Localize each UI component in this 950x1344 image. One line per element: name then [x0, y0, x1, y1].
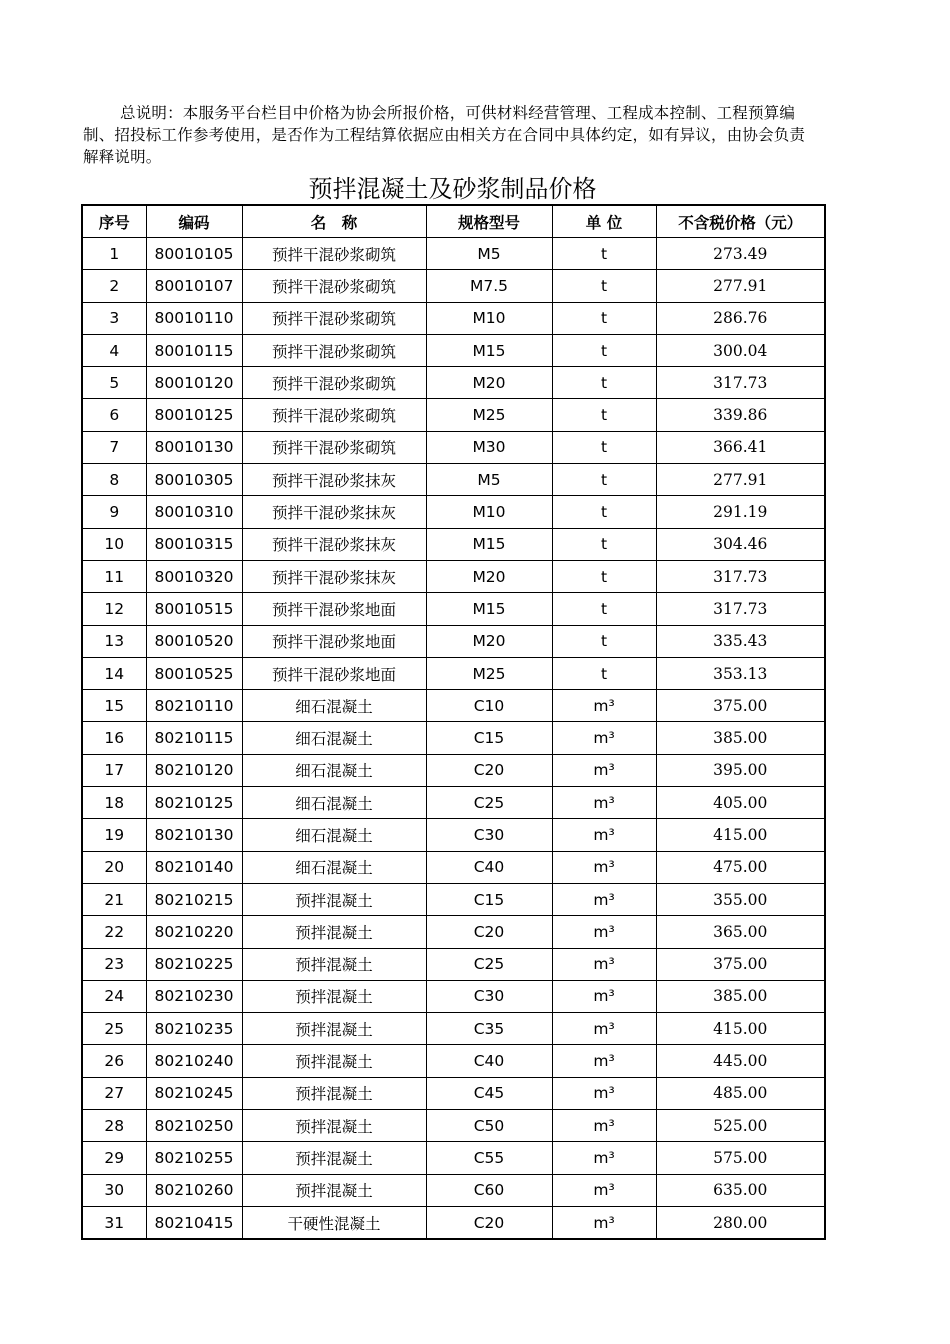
column-header-name: 名 称 — [242, 205, 426, 238]
table-body — [82, 238, 825, 1240]
row-unit: m³ — [552, 690, 656, 722]
row-name: 细石混凝土 — [242, 819, 426, 851]
header-row — [82, 205, 825, 238]
row-code: 80010320 — [146, 560, 242, 592]
row-index: 15 — [82, 690, 146, 722]
table-row — [82, 980, 825, 1012]
row-index: 14 — [82, 657, 146, 689]
row-code: 80010125 — [146, 399, 242, 431]
row-index: 2 — [82, 270, 146, 302]
row-code: 80210120 — [146, 754, 242, 786]
row-spec: C35 — [426, 1013, 552, 1045]
row-price: 353.13 — [656, 657, 825, 689]
row-unit: t — [552, 560, 656, 592]
row-code: 80210140 — [146, 851, 242, 883]
row-name: 预拌干混砂浆抹灰 — [242, 464, 426, 496]
row-index: 29 — [82, 1142, 146, 1174]
row-spec: C20 — [426, 1206, 552, 1239]
row-spec: M20 — [426, 560, 552, 592]
row-name: 预拌干混砂浆抹灰 — [242, 528, 426, 560]
table-row — [82, 1142, 825, 1174]
row-spec: C30 — [426, 980, 552, 1012]
row-unit: m³ — [552, 1110, 656, 1142]
row-unit: m³ — [552, 819, 656, 851]
table-row — [82, 1206, 825, 1239]
row-index: 27 — [82, 1077, 146, 1109]
row-price: 304.46 — [656, 528, 825, 560]
row-spec: M10 — [426, 496, 552, 528]
table-row — [82, 819, 825, 851]
row-price: 395.00 — [656, 754, 825, 786]
row-unit: m³ — [552, 1077, 656, 1109]
column-header-spec: 规格型号 — [426, 205, 552, 238]
row-unit: t — [552, 399, 656, 431]
row-code: 80210225 — [146, 948, 242, 980]
row-name: 预拌干混砂浆抹灰 — [242, 560, 426, 592]
table-row — [82, 787, 825, 819]
table-row — [82, 851, 825, 883]
row-name: 预拌干混砂浆地面 — [242, 593, 426, 625]
row-spec: M20 — [426, 625, 552, 657]
row-unit: t — [552, 657, 656, 689]
row-spec: C25 — [426, 948, 552, 980]
row-spec: C30 — [426, 819, 552, 851]
row-price: 317.73 — [656, 593, 825, 625]
row-price: 277.91 — [656, 464, 825, 496]
row-code: 80010110 — [146, 302, 242, 334]
row-name: 预拌干混砂浆砌筑 — [242, 302, 426, 334]
row-spec: M25 — [426, 657, 552, 689]
row-spec: C10 — [426, 690, 552, 722]
row-name: 预拌干混砂浆砌筑 — [242, 238, 426, 270]
row-price: 317.73 — [656, 560, 825, 592]
row-unit: m³ — [552, 1206, 656, 1239]
row-price: 575.00 — [656, 1142, 825, 1174]
row-index: 9 — [82, 496, 146, 528]
row-index: 6 — [82, 399, 146, 431]
row-name: 预拌干混砂浆砌筑 — [242, 270, 426, 302]
row-unit: m³ — [552, 1013, 656, 1045]
row-code: 80210235 — [146, 1013, 242, 1045]
row-unit: m³ — [552, 1142, 656, 1174]
row-price: 317.73 — [656, 367, 825, 399]
row-price: 375.00 — [656, 948, 825, 980]
row-unit: t — [552, 625, 656, 657]
row-spec: M15 — [426, 528, 552, 560]
table-row — [82, 690, 825, 722]
row-price: 405.00 — [656, 787, 825, 819]
row-name: 预拌混凝土 — [242, 1174, 426, 1206]
row-spec: C60 — [426, 1174, 552, 1206]
row-name: 预拌混凝土 — [242, 916, 426, 948]
table-row — [82, 625, 825, 657]
row-index: 10 — [82, 528, 146, 560]
row-name: 细石混凝土 — [242, 787, 426, 819]
table-row — [82, 431, 825, 463]
row-spec: C40 — [426, 1045, 552, 1077]
table-row — [82, 657, 825, 689]
row-price: 415.00 — [656, 819, 825, 851]
row-price: 525.00 — [656, 1110, 825, 1142]
column-header-index: 序号 — [82, 205, 146, 238]
row-spec: C25 — [426, 787, 552, 819]
general-note: 总说明：本服务平台栏目中价格为协会所报价格，可供材料经营管理、工程成本控制、工程预算编制、招投标工作参考使用，是否作为工程结算依据应由相关方在合同中具体约定，如有异议，由协会负责解释说明。 — [83, 103, 806, 166]
row-price: 277.91 — [656, 270, 825, 302]
row-price: 415.00 — [656, 1013, 825, 1045]
row-spec: C20 — [426, 754, 552, 786]
row-index: 12 — [82, 593, 146, 625]
row-price: 485.00 — [656, 1077, 825, 1109]
table-row — [82, 1077, 825, 1109]
row-unit: t — [552, 367, 656, 399]
row-index: 30 — [82, 1174, 146, 1206]
row-unit: m³ — [552, 1174, 656, 1206]
row-index: 3 — [82, 302, 146, 334]
row-code: 80210220 — [146, 916, 242, 948]
table-row — [82, 367, 825, 399]
row-code: 80210230 — [146, 980, 242, 1012]
table-row — [82, 722, 825, 754]
row-code: 80210415 — [146, 1206, 242, 1239]
row-name: 细石混凝土 — [242, 754, 426, 786]
row-name: 预拌干混砂浆砌筑 — [242, 334, 426, 366]
row-spec: M25 — [426, 399, 552, 431]
row-index: 18 — [82, 787, 146, 819]
row-spec: M30 — [426, 431, 552, 463]
row-index: 24 — [82, 980, 146, 1012]
row-price: 365.00 — [656, 916, 825, 948]
row-price: 273.49 — [656, 238, 825, 270]
row-unit: m³ — [552, 916, 656, 948]
row-spec: C20 — [426, 916, 552, 948]
row-code: 80010305 — [146, 464, 242, 496]
row-price: 339.86 — [656, 399, 825, 431]
row-name: 干硬性混凝土 — [242, 1206, 426, 1239]
row-name: 细石混凝土 — [242, 722, 426, 754]
row-code: 80210215 — [146, 883, 242, 915]
table-row — [82, 593, 825, 625]
row-price: 445.00 — [656, 1045, 825, 1077]
row-index: 4 — [82, 334, 146, 366]
row-unit: m³ — [552, 1045, 656, 1077]
row-index: 7 — [82, 431, 146, 463]
row-index: 28 — [82, 1110, 146, 1142]
row-index: 23 — [82, 948, 146, 980]
row-price: 280.00 — [656, 1206, 825, 1239]
row-name: 预拌混凝土 — [242, 1013, 426, 1045]
row-code: 80210130 — [146, 819, 242, 851]
row-price: 385.00 — [656, 980, 825, 1012]
row-code: 80210255 — [146, 1142, 242, 1174]
row-index: 21 — [82, 883, 146, 915]
row-index: 20 — [82, 851, 146, 883]
row-spec: M15 — [426, 593, 552, 625]
table-row — [82, 948, 825, 980]
row-index: 5 — [82, 367, 146, 399]
row-price: 300.04 — [656, 334, 825, 366]
row-code: 80010105 — [146, 238, 242, 270]
table-row — [82, 528, 825, 560]
row-code: 80010520 — [146, 625, 242, 657]
row-code: 80210245 — [146, 1077, 242, 1109]
row-name: 预拌混凝土 — [242, 1045, 426, 1077]
row-price: 475.00 — [656, 851, 825, 883]
table-row — [82, 334, 825, 366]
row-code: 80010120 — [146, 367, 242, 399]
row-spec: C15 — [426, 722, 552, 754]
row-unit: m³ — [552, 787, 656, 819]
row-price: 375.00 — [656, 690, 825, 722]
row-spec: M15 — [426, 334, 552, 366]
row-name: 预拌干混砂浆地面 — [242, 657, 426, 689]
row-code: 80210260 — [146, 1174, 242, 1206]
table-row — [82, 496, 825, 528]
row-code: 80010525 — [146, 657, 242, 689]
row-spec: M5 — [426, 238, 552, 270]
row-spec: M7.5 — [426, 270, 552, 302]
row-index: 19 — [82, 819, 146, 851]
row-index: 8 — [82, 464, 146, 496]
row-unit: m³ — [552, 948, 656, 980]
row-unit: t — [552, 334, 656, 366]
row-index: 17 — [82, 754, 146, 786]
table-row — [82, 302, 825, 334]
row-name: 预拌干混砂浆砌筑 — [242, 399, 426, 431]
row-name: 预拌混凝土 — [242, 1077, 426, 1109]
row-unit: t — [552, 528, 656, 560]
row-index: 25 — [82, 1013, 146, 1045]
table-title: 预拌混凝土及砂浆制品价格 — [308, 175, 597, 203]
row-price: 355.00 — [656, 883, 825, 915]
row-name: 预拌干混砂浆地面 — [242, 625, 426, 657]
row-unit: t — [552, 496, 656, 528]
table-row — [82, 1045, 825, 1077]
row-price: 291.19 — [656, 496, 825, 528]
row-unit: m³ — [552, 754, 656, 786]
table-row — [82, 238, 825, 270]
row-code: 80210110 — [146, 690, 242, 722]
row-name: 预拌混凝土 — [242, 1142, 426, 1174]
row-index: 1 — [82, 238, 146, 270]
row-code: 80010107 — [146, 270, 242, 302]
row-index: 16 — [82, 722, 146, 754]
row-index: 26 — [82, 1045, 146, 1077]
table-row — [82, 1174, 825, 1206]
row-price: 335.43 — [656, 625, 825, 657]
column-header-code: 编码 — [146, 205, 242, 238]
table-row — [82, 754, 825, 786]
row-spec: C40 — [426, 851, 552, 883]
row-unit: t — [552, 464, 656, 496]
row-name: 预拌混凝土 — [242, 1110, 426, 1142]
row-code: 80010515 — [146, 593, 242, 625]
row-index: 13 — [82, 625, 146, 657]
row-code: 80010130 — [146, 431, 242, 463]
column-header-price: 不含税价格（元） — [656, 205, 825, 238]
table-row — [82, 1110, 825, 1142]
row-name: 预拌干混砂浆抹灰 — [242, 496, 426, 528]
row-index: 31 — [82, 1206, 146, 1239]
row-unit: t — [552, 431, 656, 463]
row-name: 细石混凝土 — [242, 851, 426, 883]
table-row — [82, 464, 825, 496]
row-unit: m³ — [552, 722, 656, 754]
row-price: 366.41 — [656, 431, 825, 463]
row-unit: t — [552, 593, 656, 625]
table-row — [82, 1013, 825, 1045]
table-row — [82, 399, 825, 431]
row-name: 预拌混凝土 — [242, 948, 426, 980]
row-spec: M20 — [426, 367, 552, 399]
row-code: 80010310 — [146, 496, 242, 528]
row-spec: M5 — [426, 464, 552, 496]
price-table — [81, 204, 826, 1240]
row-code: 80010115 — [146, 334, 242, 366]
row-unit: t — [552, 238, 656, 270]
row-price: 286.76 — [656, 302, 825, 334]
row-price: 635.00 — [656, 1174, 825, 1206]
row-index: 11 — [82, 560, 146, 592]
table-row — [82, 883, 825, 915]
row-price: 385.00 — [656, 722, 825, 754]
row-name: 预拌混凝土 — [242, 980, 426, 1012]
row-spec: C55 — [426, 1142, 552, 1174]
row-name: 预拌混凝土 — [242, 883, 426, 915]
row-spec: C45 — [426, 1077, 552, 1109]
row-unit: t — [552, 302, 656, 334]
row-name: 细石混凝土 — [242, 690, 426, 722]
row-spec: C15 — [426, 883, 552, 915]
table-row — [82, 916, 825, 948]
row-unit: m³ — [552, 883, 656, 915]
row-unit: t — [552, 270, 656, 302]
row-index: 22 — [82, 916, 146, 948]
table-row — [82, 560, 825, 592]
row-spec: C50 — [426, 1110, 552, 1142]
row-code: 80210250 — [146, 1110, 242, 1142]
row-name: 预拌干混砂浆砌筑 — [242, 431, 426, 463]
row-code: 80210115 — [146, 722, 242, 754]
table-row — [82, 270, 825, 302]
row-code: 80010315 — [146, 528, 242, 560]
row-spec: M10 — [426, 302, 552, 334]
row-name: 预拌干混砂浆砌筑 — [242, 367, 426, 399]
row-code: 80210240 — [146, 1045, 242, 1077]
row-unit: m³ — [552, 851, 656, 883]
row-unit: m³ — [552, 980, 656, 1012]
row-code: 80210125 — [146, 787, 242, 819]
column-header-unit: 单 位 — [552, 205, 656, 238]
